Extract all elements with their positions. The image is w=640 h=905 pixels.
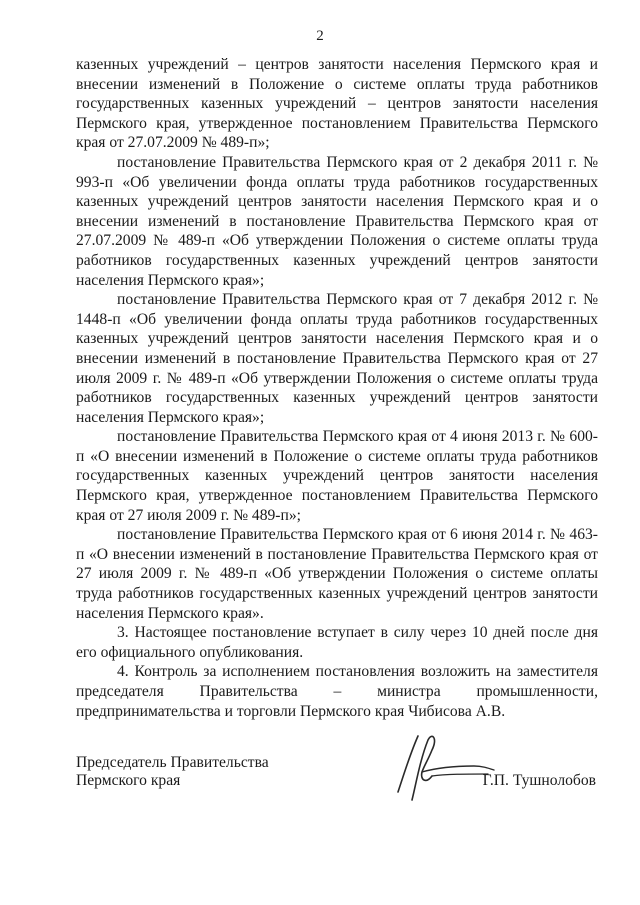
paragraph-item-3: 3. Настоящее постановление вступает в силу через 10 дней после дня его официального опубликования.	[76, 624, 598, 661]
handwritten-signature-icon	[376, 730, 506, 810]
signatory-name: Г.П. Тушнолобов	[482, 772, 596, 789]
document-body	[76, 55, 598, 721]
paragraph-continuation: казенных учреждений – центров занятости населения Пермского края и внесении изменений в Положение о системе оплаты труда работников государственных казенных учреждений – центров занятости населения Пермского края, утвержденное постановлением Правительства Пермского края от 27.07.2009 № 489-п»;	[76, 56, 598, 152]
paragraph-decree-2014: постановление Правительства Пермского края от 6 июня 2014 г. № 463-п «О внесении изменений в постановление Правительства Пермского края от 27 июля 2009 г. № 489-п «Об утверждении Положения о системе оплаты труда работников государственных казенных учреждений центров занятости населения Пермского края».	[76, 526, 598, 622]
paragraph-decree-2013: постановление Правительства Пермского края от 4 июня 2013 г. № 600-п «О внесении изменений в Положение о системе оплаты труда работников государственных казенных учреждений центров занятости населения Пермского края, утвержденное постановлением Правительства Пермского края от 27 июля 2009 г. № 489-п»;	[76, 428, 598, 524]
signatory-title	[76, 754, 269, 790]
page-number: 2	[316, 28, 324, 44]
paragraph-decree-2011: постановление Правительства Пермского края от 2 декабря 2011 г. № 993-п «Об увеличении фонда оплаты труда работников государственных казенных учреждений центров занятости населения Пермского края и о внесении изменений в постановление Правительства Пермского края от 27.07.2009 № 489-п «Об утверждении Положения о системе оплаты труда работников государственных казенных учреждений центров занятости населения Пермского края»;	[76, 153, 598, 289]
signature-block	[76, 750, 598, 840]
paragraph-decree-2012: постановление Правительства Пермского края от 7 декабря 2012 г. № 1448-п «Об увеличении фонда оплаты труда работников государственных казенных учреждений центров занятости населения Пермского края и о внесении изменений в постановление Правительства Пермского края от 27 июля 2009 г. № 489-п «Об утверждении Положения о системе оплаты труда работников государственных казенных учреждений центров занятости населения Пермского края»;	[76, 291, 598, 426]
paragraph-item-4: 4. Контроль за исполнением постановления возложить на заместителя председателя Правительства – министра промышленности, предпринимательства и торговли Пермского края Чибисова А.В.	[76, 663, 598, 720]
signatory-title-line2: Пермского края	[76, 772, 181, 789]
signatory-title-line1: Председатель Правительства	[76, 754, 269, 771]
